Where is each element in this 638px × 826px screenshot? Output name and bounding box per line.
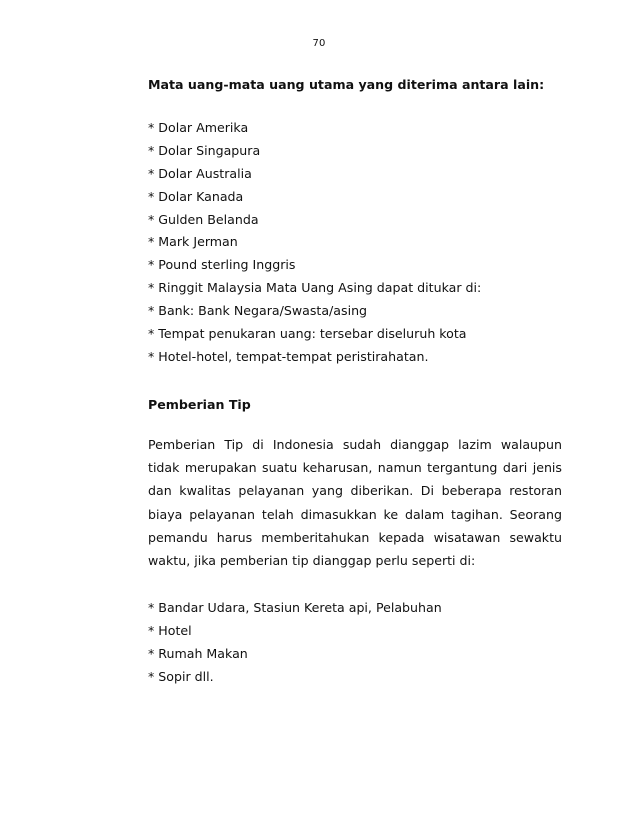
tip-list-item: * Rumah Makan [148,645,248,661]
currency-list-item: * Hotel-hotel, tempat-tempat peristirahatan. [148,348,429,364]
tip-location-list [148,597,562,689]
tip-list-item: * Hotel [148,622,192,638]
currency-list-item: * Dolar Australia [148,165,252,181]
currency-list-item: * Dolar Amerika [148,120,249,135]
currency-list-item: * Mark Jerman [148,234,238,250]
tip-list-item: * Bandar Udara, Stasiun Kereta api, Pelabuhan [148,600,442,615]
paragraph-line: biaya pelayanan telah dimasukkan ke dalam tagihan. Seorang [148,506,562,522]
paragraph-line: Pemberian Tip di Indonesia sudah dianggap lazim walaupun [148,437,562,452]
currency-list-item: * Dolar Kanada [148,188,244,204]
currency-list-item: * Dolar Singapura [148,142,261,158]
paragraph-line: waktu, jika pemberian tip dianggap perlu seperti di: [148,552,476,568]
currency-list-item: * Tempat penukaran uang: tersebar diseluruh kota [148,326,467,342]
currency-list [148,117,562,369]
page-number: 70 [312,38,326,49]
currency-list-item: * Gulden Belanda [148,211,259,227]
paragraph-line: pemandu harus memberitahukan kepada wisatawan sewaktu [148,529,562,545]
tip-list-item: * Sopir dll. [148,668,214,684]
tip-paragraph [148,433,562,572]
paragraph-line: dan kwalitas pelayanan yang diberikan. Di beberapa restoran [148,483,562,499]
paragraph-line: tidak merupakan suatu keharusan, namun tergantung dari jenis [148,460,562,476]
currency-list-item: * Bank: Bank Negara/Swasta/asing [148,303,368,319]
currency-list-item: * Pound sterling Inggris [148,257,296,273]
tip-heading: Pemberian Tip [148,397,251,412]
currency-heading: Mata uang-mata uang utama yang diterima antara lain: [148,77,545,92]
currency-list-item: * Ringgit Malaysia Mata Uang Asing dapat ditukar di: [148,280,482,296]
